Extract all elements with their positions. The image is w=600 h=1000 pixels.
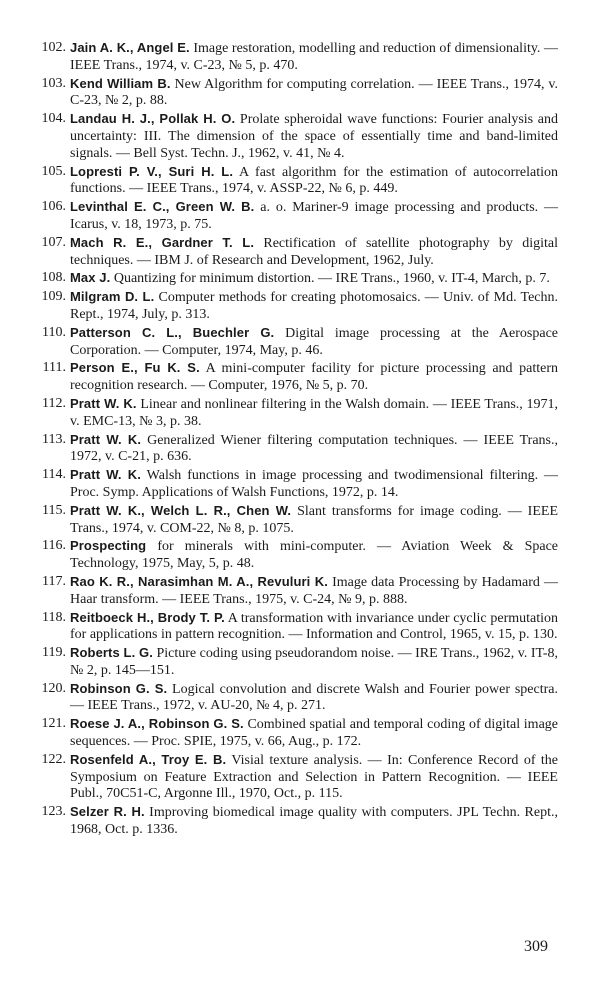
reference-authors: Max J.	[70, 270, 111, 286]
reference-entry	[0, 235, 600, 270]
reference-entry	[0, 503, 600, 538]
reference-text: Combined spatial and temporal coding of digital image sequences. — Proc. SPIE, 1975, v. 66, Aug., p. 172.	[70, 717, 559, 750]
reference-entry	[0, 164, 600, 199]
reference-text: Slant transforms for image coding. — IEEE Trans., 1974, v. COM-22, № 8, p. 1075.	[70, 503, 559, 536]
reference-authors: Landau H. J., Pollak H. O.	[70, 111, 236, 127]
reference-authors: Mach R. E., Gardner T. L.	[70, 234, 255, 250]
reference-authors: Prospecting	[70, 538, 147, 554]
reference-number: 106.	[41, 199, 66, 215]
reference-authors: Reitboeck H., Brody T. P.	[70, 609, 225, 625]
reference-authors: Levinthal E. C., Green W. B.	[70, 199, 255, 215]
reference-text: Logical convolution and discrete Walsh and Fourier power spectra. — IEEE Trans., 1972, v. AU-20, № 4, p. 271.	[70, 681, 558, 714]
reference-entry	[0, 681, 600, 716]
reference-entry	[0, 199, 600, 234]
reference-number: 114.	[42, 467, 66, 483]
reference-authors: Roberts L. G.	[70, 645, 153, 661]
page-number: 309	[524, 938, 548, 955]
reference-entry	[0, 289, 600, 324]
reference-entry	[0, 360, 600, 395]
reference-number: 103.	[41, 75, 66, 91]
reference-entry	[0, 574, 600, 609]
reference-number: 112.	[42, 395, 66, 411]
reference-number: 118.	[42, 609, 66, 625]
reference-authors: Person E., Fu K. S.	[70, 360, 200, 376]
reference-text: Improving biomedical image quality with computers. JPL Techn. Rept., 1968, Oct. p. 1336.	[70, 805, 558, 838]
reference-entry	[0, 804, 600, 839]
reference-number: 105.	[41, 163, 66, 179]
reference-authors: Kend William B.	[70, 75, 171, 91]
reference-number: 123.	[41, 804, 66, 820]
reference-authors: Pratt W. K.	[70, 395, 137, 411]
reference-text: A transformation with invariance under cyclic permutation for applications in pattern recognition. — Information and Control, 1965, v. 15, p. 130.	[70, 610, 558, 643]
reference-entry	[0, 396, 600, 431]
reference-number: 119.	[42, 645, 66, 661]
reference-text: Picture coding using pseudorandom noise. — IRE Trans., 1962, v. IT-8, № 2, p. 145—151.	[70, 646, 558, 678]
reference-text: Computer methods for creating photomosaics. — Univ. of Md. Techn. Rept., 1974, July, p. 313.	[70, 290, 559, 322]
reference-text: Walsh functions in image processing and twodimensional filtering. — Proc. Symp. Applications of Walsh Functions, 1972, p. 14.	[70, 468, 559, 500]
reference-authors: Patterson C. L., Buechler G.	[70, 324, 275, 340]
reference-text: A fast algorithm for the estimation of autocorrelation functions. — IEEE Trans., 1974, v. ASSP-22, № 6, p. 449.	[70, 164, 559, 197]
reference-authors: Pratt W. K.	[70, 467, 141, 483]
reference-text: Image data Processing by Hadamard — Haar transform. — IEEE Trans., 1975, v. C-24, № 9, p. 888.	[70, 574, 559, 607]
reference-text: A mini-computer facility for picture processing and pattern recognition research. — Computer, 1976, № 5, p. 70.	[70, 361, 558, 394]
reference-entry	[0, 716, 600, 751]
reference-text: Linear and nonlinear filtering in the Walsh domain. — IEEE Trans., 1971, v. EMC-13, № 3, p. 38.	[70, 396, 559, 429]
reference-authors: Robinson G. S.	[70, 680, 168, 696]
reference-text: Image restoration, modelling and reduction of dimensionality. — IEEE Trans., 1974, v. C-23, № 5, p. 470.	[70, 41, 559, 73]
reference-text: Digital image processing at the Aerospace Corporation. — Computer, 1974, May, p. 46.	[70, 325, 559, 358]
reference-entry	[0, 610, 600, 645]
reference-number: 117.	[42, 573, 66, 589]
reference-number: 109.	[41, 289, 66, 305]
reference-number: 121.	[41, 716, 66, 732]
reference-entry	[0, 432, 600, 467]
reference-text: Prolate spheroidal wave functions: Fourier analysis and uncertainty: III. The dimension of the space of essentially time and band-limited signals. — Bell Syst. Techn. J., 1962, v. 41, № 4.	[70, 112, 559, 161]
reference-authors: Milgram D. L.	[70, 289, 155, 305]
reference-list	[0, 40, 600, 840]
reference-text: New Algorithm for computing correlation. — IEEE Trans., 1974, v. C-23, № 2, p. 88.	[70, 76, 559, 109]
reference-number: 116.	[42, 538, 66, 554]
reference-number: 113.	[42, 431, 66, 447]
reference-entry	[0, 76, 600, 111]
reference-text: Quantizing for minimum distortion. — IRE Trans., 1960, v. IT-4, March, p. 7.	[113, 271, 550, 287]
reference-number: 108.	[41, 270, 66, 286]
reference-authors: Rosenfeld A., Troy E. B.	[70, 751, 227, 767]
reference-number: 122.	[41, 751, 66, 767]
reference-entry	[0, 270, 600, 288]
reference-authors: Rao K. R., Narasimhan M. A., Revuluri K.	[70, 573, 328, 589]
reference-entry	[0, 40, 600, 75]
reference-authors: Pratt W. K., Welch L. R., Chen W.	[70, 502, 292, 518]
reference-authors: Roese J. A., Robinson G. S.	[70, 716, 244, 732]
reference-authors: Selzer R. H.	[70, 804, 145, 820]
reference-authors: Jain A. K., Angel E.	[70, 40, 190, 55]
reference-authors: Lopresti P. V., Suri H. L.	[70, 163, 234, 179]
reference-number: 102.	[41, 40, 66, 55]
reference-entry	[0, 325, 600, 360]
reference-text: Rectification of satellite photography by digital techniques. — IBM J. of Research and Development, 1962, July.	[70, 235, 559, 268]
reference-text: Generalized Wiener filtering computation techniques. — IEEE Trans., 1972, v. C-21, p. 636.	[70, 432, 558, 465]
reference-entry	[0, 752, 600, 803]
reference-number: 107.	[41, 234, 66, 250]
reference-text: Visial texture analysis. — In: Conference Record of the Symposium on Feature Extraction and Selection in Pattern Recognition. — IEEE Publ., 70C51-C, Argonne Ill., 1970, Oct., p. 115.	[70, 752, 558, 802]
reference-number: 110.	[42, 324, 66, 340]
reference-number: 111.	[42, 360, 66, 376]
reference-number: 104.	[41, 111, 66, 127]
reference-entry	[0, 467, 600, 502]
reference-entry	[0, 538, 600, 573]
reference-entry	[0, 111, 600, 162]
reference-number: 115.	[42, 502, 66, 518]
reference-authors: Pratt W. K.	[70, 431, 142, 447]
reference-entry	[0, 645, 600, 680]
reference-number: 120.	[41, 680, 66, 696]
reference-text: for minerals with mini-computer. — Aviation Week & Space Technology, 1975, May, 5, p. 48.	[70, 539, 558, 572]
reference-text: a. o. Mariner-9 image processing and products. — Icarus, v. 18, 1973, p. 75.	[70, 200, 559, 232]
